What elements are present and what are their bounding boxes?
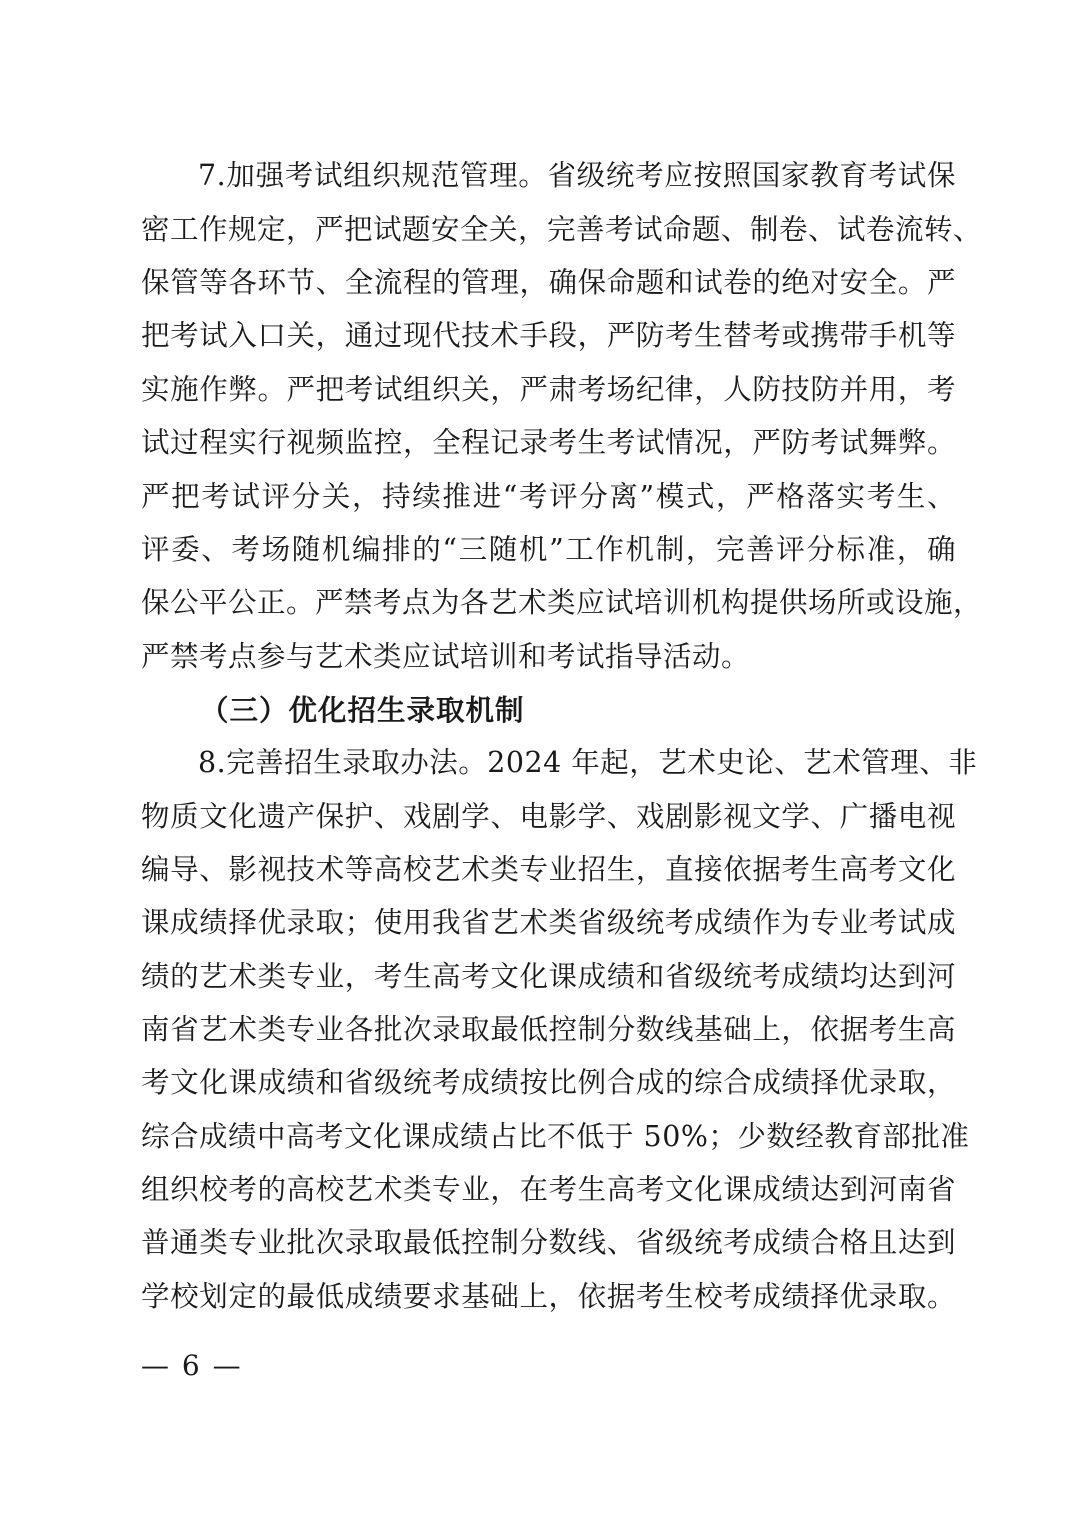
page-number: — 6 — — [141, 1349, 243, 1382]
paragraph-7-line: 把考试入口关，通过现代技术手段，严防考生替考或携带手机等 — [141, 319, 956, 352]
paragraph-8-line: 绩的艺术类专业，考生高考文化课成绩和省级统考成绩均达到河 — [141, 960, 956, 993]
paragraph-8-line: 8.完善招生录取办法。2024 年起，艺术史论、艺术管理、非 — [198, 746, 978, 779]
section-heading: （三）优化招生录取机制 — [200, 693, 525, 727]
paragraph-7-line: 评委、考场随机编排的“三随机”工作机制，完善评分标准，确 — [141, 533, 956, 566]
paragraph-8-line: 考文化课成绩和省级统考成绩按比例合成的综合成绩择优录取， — [141, 1066, 956, 1099]
paragraph-8-line: 综合成绩中高考文化课成绩占比不低于 50%；少数经教育部批准 — [141, 1120, 970, 1153]
paragraph-7-line: 严把考试评分关，持续推进“考评分离”模式，严格落实考生、 — [141, 480, 956, 513]
paragraph-7-line: 保管等各环节、全流程的管理，确保命题和试卷的绝对安全。严 — [141, 266, 956, 299]
paragraph-7-line: 7.加强考试组织规范管理。省级统考应按照国家教育考试保 — [198, 159, 956, 192]
paragraph-7-line: 实施作弊。严把考试组织关，严肃考场纪律，人防技防并用，考 — [141, 373, 956, 406]
paragraph-7-line: 严禁考点参与艺术类应试培训和考试指导活动。 — [141, 640, 751, 673]
paragraph-8-line: 物质文化遗产保护、戏剧学、电影学、戏剧影视文学、广播电视 — [141, 800, 956, 833]
paragraph-8-line: 组织校考的高校艺术类专业，在考生高考文化课成绩达到河南省 — [141, 1173, 956, 1206]
paragraph-8-line: 学校划定的最低成绩要求基础上，依据考生校考成绩择优录取。 — [141, 1280, 956, 1313]
paragraph-7-line: 试过程实行视频监控，全程记录考生考试情况，严防考试舞弊。 — [141, 426, 956, 459]
paragraph-8-line: 编导、影视技术等高校艺术类专业招生，直接依据考生高考文化 — [141, 853, 956, 886]
paragraph-8-line: 课成绩择优录取；使用我省艺术类省级统考成绩作为专业考试成 — [141, 906, 956, 939]
paragraph-7-line: 密工作规定，严把试题安全关，完善考试命题、制卷、试卷流转、 — [141, 213, 983, 246]
paragraph-8-line: 南省艺术类专业各批次录取最低控制分数线基础上，依据考生高 — [141, 1013, 956, 1046]
paragraph-8-line: 普通类专业批次录取最低控制分数线、省级统考成绩合格且达到 — [141, 1226, 956, 1259]
paragraph-7-line: 保公平公正。严禁考点为各艺术类应试培训机构提供场所或设施， — [141, 586, 983, 619]
